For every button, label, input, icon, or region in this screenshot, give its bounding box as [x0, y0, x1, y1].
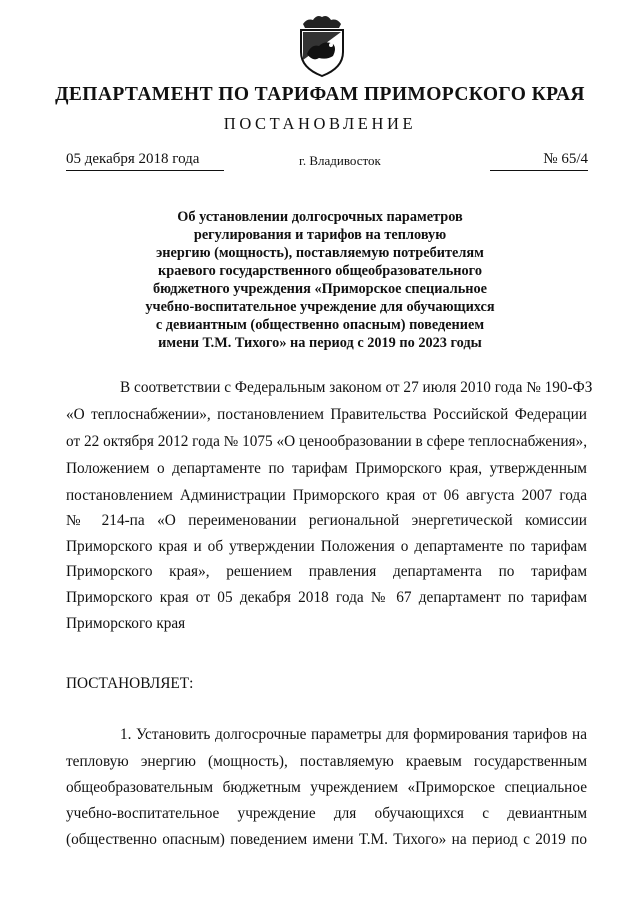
title-line: с девиантным (общественно опасным) поведением	[155, 317, 485, 333]
preamble-line: постановлением Администрации Приморского края от 06 августа 2007 года	[66, 487, 587, 504]
preamble-line: В соответствии с Федеральным законом от 27 июля 2010 года № 190-ФЗ	[120, 379, 593, 396]
preamble-line: № 214-па «О переименовании региональной энергетической комиссии	[66, 512, 587, 529]
resolves-heading: ПОСТАНОВЛЯЕТ:	[66, 675, 194, 692]
document-number: № 65/4	[490, 151, 588, 171]
department-name: ДЕПАРТАМЕНТ ПО ТАРИФАМ ПРИМОРСКОГО КРАЯ	[55, 84, 585, 105]
preamble-line: от 22 октября 2012 года № 1075 «О ценообразовании в сфере теплоснабжения»,	[66, 433, 588, 450]
document-type: ПОСТАНОВЛЕНИЕ	[223, 114, 417, 133]
item-line: общеобразовательным бюджетным учреждением «Приморское специальное	[66, 779, 587, 796]
preamble-line: Приморского края	[66, 615, 186, 632]
document-date: 05 декабря 2018 года	[66, 151, 224, 171]
document-city: г. Владивосток	[299, 153, 381, 168]
item-line: (общественно опасным) поведением имени Т.М. Тихого» на период с 2019 по	[66, 831, 587, 848]
item-line: 1. Установить долгосрочные параметры для формирования тарифов на	[120, 726, 587, 743]
title-line: учебно-воспитательное учреждение для обучающихся	[145, 299, 495, 315]
title-line: бюджетного учреждения «Приморское специальное	[152, 281, 488, 297]
item-line: учебно-воспитательное учреждение для обучающихся с девиантным	[66, 805, 587, 822]
coat-of-arms-icon	[293, 10, 351, 78]
title-line: регулирования и тарифов на тепловую	[193, 227, 447, 243]
preamble-line: Приморского края», решением правления департамента по тарифам	[66, 563, 587, 580]
title-line: краевого государственного общеобразовательного	[158, 263, 482, 279]
document-title	[130, 208, 510, 352]
preamble-line: «О теплоснабжении», постановлением Правительства Российской Федерации	[66, 406, 587, 423]
title-line: имени Т.М. Тихого» на период с 2019 по 2023 годы	[158, 335, 482, 351]
preamble-line: Положением о департаменте по тарифам Приморского края, утвержденным	[66, 460, 587, 477]
preamble-line: Приморского края от 05 декабря 2018 года № 67 департамент по тарифам	[66, 589, 587, 606]
item-line: тепловую энергию (мощность), поставляемую краевым государственным	[66, 753, 587, 770]
title-line: Об установлении долгосрочных параметров	[177, 209, 463, 225]
title-line: энергию (мощность), поставляемую потребителям	[156, 245, 484, 261]
preamble-line: Приморского края и об утверждении Положения о департаменте по тарифам	[66, 538, 587, 555]
